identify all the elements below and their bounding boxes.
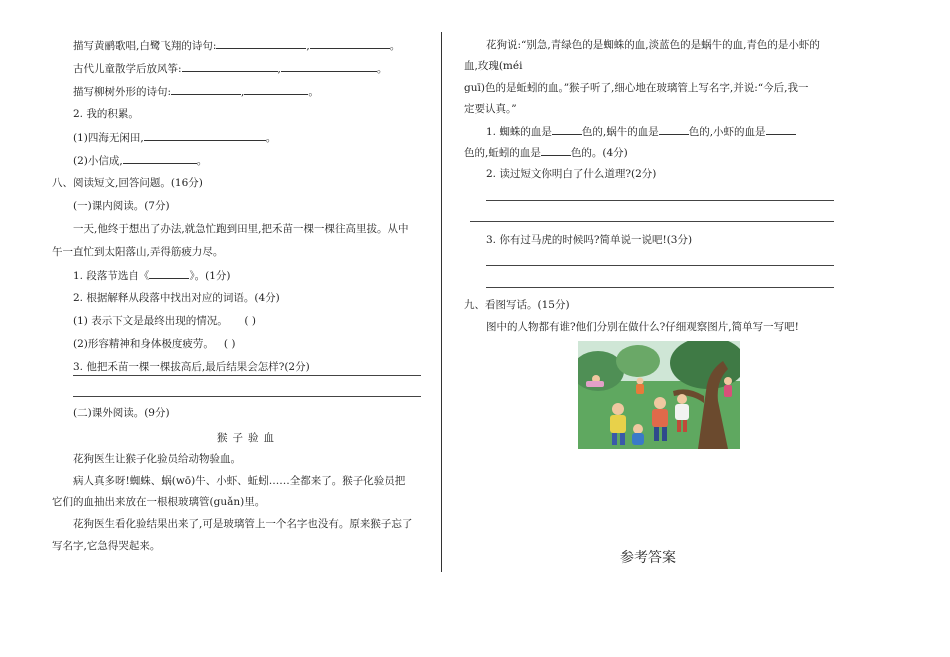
- story-cont-line-2: 血,玫瑰(méi: [464, 60, 523, 72]
- poem-line-willow: 描写柳树外形的诗句: , 。: [73, 86, 319, 98]
- question-2: 2. 我的积累。: [73, 108, 139, 120]
- answer-line[interactable]: [486, 287, 834, 288]
- story-cont-line-1: 花狗说:“别急,青绿色的是蜘蛛的血,淡蓝色的是蜗牛的血,青色的是小虾的: [486, 39, 820, 51]
- r-question-1: 1. 蜘蛛的血是 色的,蜗牛的血是 色的,小虾的血是: [486, 124, 796, 139]
- answer-line[interactable]: [73, 375, 421, 376]
- answer-bracket[interactable]: ( ): [244, 315, 256, 327]
- section-9-prompt: 图中的人物都有谁?他们分别在做什么?仔细观察图片,简单写一写吧!: [486, 321, 799, 333]
- section-8-heading: 八、阅读短文,回答问题。(16分): [52, 177, 203, 189]
- answer-line[interactable]: [486, 265, 834, 266]
- answer-key-title: 参考答案: [620, 550, 676, 566]
- blank[interactable]: [144, 130, 266, 141]
- r-question-2: 2. 读过短文你明白了什么道理?(2分): [486, 168, 657, 180]
- p1-question-1: 1. 段落节选自《 》。(1分): [73, 270, 231, 282]
- p1-question-2-2: (2)形容精神和身体极度疲劳。 ( ): [73, 338, 236, 350]
- blank[interactable]: [149, 268, 189, 279]
- story-line-5: 写名字,它急得哭起来。: [52, 540, 161, 552]
- part-2-heading: (二)课外阅读。(9分): [73, 407, 170, 419]
- story-line-3: 它们的血抽出来放在一根根玻璃管(guǎn)里。: [52, 496, 266, 508]
- blank[interactable]: [216, 38, 306, 49]
- part-1-heading: (一)课内阅读。(7分): [73, 200, 170, 212]
- p1-question-2-1: (1) 表示下文是最终出现的情况。 ( ): [73, 315, 256, 327]
- poem-line-kite: 古代儿童散学后放风筝: , 。: [73, 63, 388, 75]
- blank[interactable]: [766, 124, 796, 135]
- section-9-heading: 九、看图写话。(15分): [464, 299, 570, 311]
- blank[interactable]: [659, 124, 689, 135]
- question-2-2: (2)小信成, 。: [73, 155, 208, 167]
- r-question-3: 3. 你有过马虎的时候吗?简单说一说吧!(3分): [486, 234, 693, 246]
- blank[interactable]: [244, 84, 308, 95]
- blank[interactable]: [310, 38, 390, 49]
- poem-line-oriole: 描写黄鹂歌唱,白鹭飞翔的诗句: , 。: [73, 40, 401, 52]
- blank[interactable]: [541, 145, 571, 156]
- column-divider: [441, 32, 442, 572]
- answer-line[interactable]: [486, 200, 834, 201]
- story-line-1: 花狗医生让猴子化验员给动物验血。: [73, 453, 241, 465]
- children-playing-under-tree-illustration: [578, 341, 740, 449]
- blank[interactable]: [281, 61, 377, 72]
- story-cont-line-3: guī)色的是蚯蚓的血。”猴子听了,细心地在玻璃管上写名字,并说:“今后,我一: [464, 82, 809, 94]
- answer-line[interactable]: [73, 396, 421, 397]
- p1-question-2: 2. 根据解释从段落中找出对应的词语。(4分): [73, 292, 280, 304]
- blank[interactable]: [182, 61, 278, 72]
- blank[interactable]: [123, 153, 197, 164]
- story-line-2: 病人真多呀!蜘蛛、蜗(wō)牛、小虾、蚯蚓……全都来了。猴子化验员把: [73, 475, 406, 487]
- question-2-1: (1)四海无闲田, 。: [73, 132, 277, 144]
- story-line-4: 花狗医生看化验结果出来了,可是玻璃管上一个名字也没有。原来猴子忘了: [73, 518, 413, 530]
- blank[interactable]: [552, 124, 582, 135]
- story-cont-line-4: 定要认真。”: [464, 103, 517, 115]
- passage-1-line-2: 午一直忙到太阳落山,弄得筋疲力尽。: [52, 246, 224, 258]
- story-title: 猴子验血: [217, 432, 279, 444]
- blank[interactable]: [171, 84, 241, 95]
- p1-question-3: 3. 他把禾苗一棵一棵拔高后,最后结果会怎样?(2分): [73, 361, 310, 373]
- passage-1-line-1: 一天,他终于想出了办法,就急忙跑到田里,把禾苗一棵一棵往高里拔。从中: [73, 223, 409, 235]
- answer-bracket[interactable]: ( ): [223, 338, 236, 350]
- answer-line[interactable]: [470, 221, 834, 222]
- r-question-1-cont: 色的,蚯蚓的血是 色的。(4分): [464, 147, 628, 159]
